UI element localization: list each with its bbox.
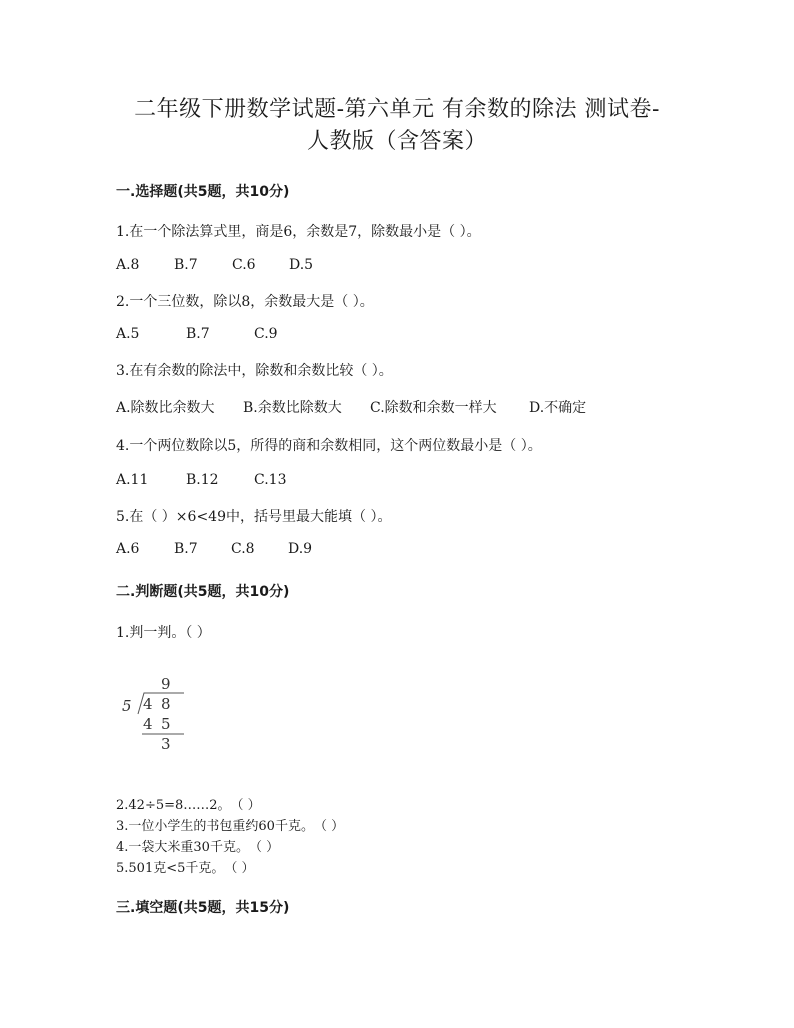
dividend-ones-digit: 8 (161, 695, 171, 713)
option-d: D.5 (289, 257, 314, 273)
option-b: B.余数比除数大 (243, 400, 342, 416)
question-3: 3.在有余数的除法中，除数和余数比较（ ）。 (116, 363, 393, 379)
product-tens-digit: 4 (143, 715, 153, 733)
option-a: A.5 (116, 326, 140, 342)
question-1-options (116, 257, 313, 273)
option-b: B.12 (186, 472, 219, 488)
divisor-digit: 5 (122, 697, 132, 715)
question-2-options (116, 326, 278, 342)
question-5-options (116, 541, 312, 557)
option-b: B.7 (174, 257, 198, 273)
question-judge-4: 4.一袋大米重30千克。 （ ） (116, 840, 280, 855)
section-heading-choice: 一.选择题(共5题，共10分) (116, 184, 290, 200)
option-c: C.9 (254, 326, 278, 342)
option-d: D.9 (288, 541, 313, 557)
question-judge-2: 2.42÷5=8……2。 （ ） (116, 798, 261, 813)
question-5: 5.在（ ）×6<49中，括号里最大能填（ ）。 (116, 509, 392, 525)
question-2: 2.一个三位数，除以8，余数最大是（ ）。 (116, 294, 374, 310)
product-ones-digit: 5 (161, 715, 171, 733)
question-1: 1.在一个除法算式里，商是6，余数是7，除数最小是（ ）。 (116, 224, 481, 240)
question-4: 4.一个两位数除以5，所得的商和余数相同，这个两位数最小是（ ）。 (116, 438, 542, 454)
option-b: B.7 (186, 326, 210, 342)
option-a: A.11 (116, 472, 149, 488)
option-c: C.6 (232, 257, 256, 273)
option-a: A.8 (116, 257, 140, 273)
section-heading-judgement: 二.判断题(共5题，共10分) (116, 584, 290, 600)
question-judge-5: 5.501克<5千克。 （ ） (116, 861, 255, 876)
question-judge-3: 3.一位小学生的书包重约60千克。 （ ） (116, 819, 345, 834)
section-heading-fill-in: 三.填空题(共5题，共15分) (116, 900, 290, 916)
option-d: D.不确定 (529, 400, 587, 416)
remainder-digit: 3 (161, 735, 171, 753)
option-a: A.除数比余数大 (116, 400, 215, 416)
question-3-options (116, 397, 586, 417)
dividend-tens-digit: 4 (143, 695, 153, 713)
long-division-figure (118, 674, 208, 764)
question-judge-1: 1.判一判。（ ） (116, 625, 211, 641)
document-title-line1: 二年级下册数学试题-第六单元 有余数的除法 测试卷- (134, 97, 660, 122)
option-c: C.除数和余数一样大 (370, 400, 497, 416)
quotient-digit: 9 (161, 675, 171, 693)
option-c: C.8 (231, 541, 255, 557)
option-a: A.6 (116, 541, 140, 557)
option-b: B.7 (174, 541, 198, 557)
option-c: C.13 (254, 472, 287, 488)
question-4-options (116, 472, 286, 488)
document-title-line2: 人教版（含答案） (306, 129, 487, 154)
